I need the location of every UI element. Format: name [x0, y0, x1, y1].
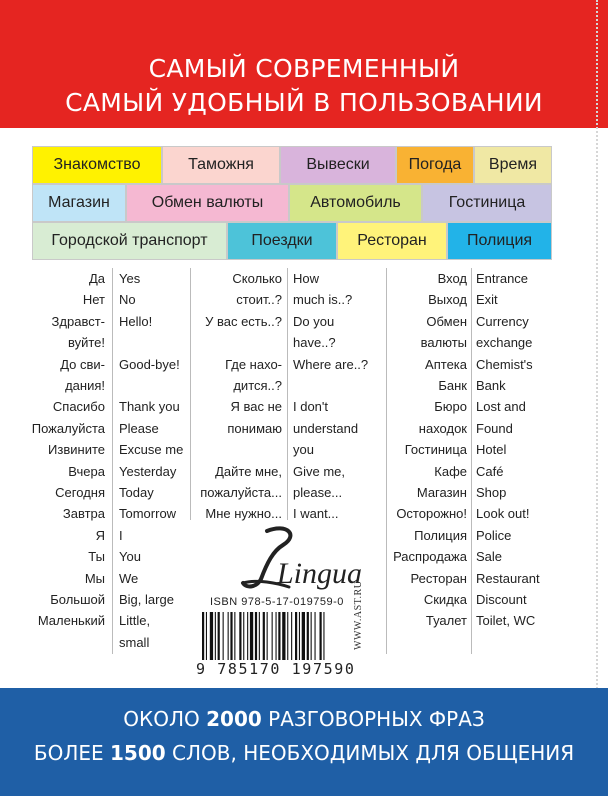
phrase-text: exchange — [476, 335, 533, 351]
phrase-text: Ресторан — [410, 570, 467, 586]
topic-tag: Полиция — [447, 222, 552, 260]
barcode-bar — [291, 612, 292, 660]
phrase-text: Где нахо- — [225, 356, 282, 372]
topic-tag: Ресторан — [337, 222, 447, 260]
phrase-text: Банк — [438, 378, 467, 393]
phrase-text: You — [119, 549, 141, 565]
phrase-text: дится..? — [233, 378, 282, 393]
phrase-text: Извините — [48, 442, 105, 458]
header-title-line1: САМЫЙ СОВРЕМЕННЫЙ — [148, 54, 460, 83]
header-band — [0, 0, 608, 128]
topic-row — [32, 222, 552, 260]
barcode-bar — [202, 612, 204, 660]
phrase-text: Гостиница — [404, 442, 467, 458]
phrase-text: Tomorrow — [119, 506, 177, 522]
barcode-bar — [323, 612, 324, 660]
phrase-text: Look out! — [476, 506, 530, 522]
phrase-text: Hotel — [476, 442, 507, 458]
barcode-bar — [223, 612, 224, 660]
phrase-text: Мне нужно... — [205, 506, 282, 522]
phrase-text: small — [119, 634, 150, 650]
isbn-text: ISBN 978-5-17-019759-0 — [210, 596, 344, 608]
barcode-bar — [295, 612, 297, 660]
barcode-bar — [282, 612, 285, 660]
topic-tag: Городской транспорт — [32, 222, 227, 260]
barcode-bar — [239, 612, 241, 660]
phrase-text: Нет — [82, 292, 105, 308]
column-divider — [287, 268, 288, 520]
phrase-text: Аптека — [425, 356, 467, 372]
phrase-text: Вход — [437, 271, 467, 286]
topic-row — [32, 184, 552, 222]
phrase-text: Yes — [119, 271, 141, 286]
phrase-text: Café — [476, 463, 504, 479]
phrase-text: Сегодня — [55, 485, 105, 500]
barcode-bar — [255, 612, 257, 660]
barcode-bar — [234, 612, 235, 660]
topic-tag: Гостиница — [422, 184, 552, 222]
phrase-text: Shop — [476, 485, 507, 500]
phrase-text: please... — [293, 485, 343, 500]
phrase-text: Restaurant — [476, 570, 540, 586]
phrase-text: Entrance — [476, 271, 529, 286]
phrase-text: Excuse me — [119, 442, 184, 458]
topic-tag: Автомобиль — [289, 184, 422, 222]
barcode-bar — [276, 612, 277, 660]
barcode-bar — [206, 612, 207, 660]
barcode-bar — [307, 612, 309, 660]
topic-tag: Таможня — [162, 146, 280, 184]
phrase-text: Big, large — [119, 592, 174, 607]
barcode-bar — [210, 612, 213, 660]
phrase-text: Exit — [476, 292, 498, 308]
topic-grid — [32, 146, 552, 260]
column-divider — [112, 268, 113, 654]
phrase-text: Sale — [476, 549, 503, 565]
phrase-text: Я вас не — [230, 399, 282, 415]
phrase-text: Вчера — [68, 463, 105, 479]
phrase-text: I don't — [293, 399, 329, 415]
column-divider — [190, 268, 191, 520]
topic-row — [32, 146, 552, 184]
phrase-text: Discount — [476, 592, 527, 607]
phrase-text: Большой — [50, 592, 105, 607]
topic-tag: Вывески — [280, 146, 396, 184]
phrase-text: Пожалуйста — [31, 420, 105, 436]
phrase-text: Chemist's — [476, 356, 533, 372]
phrase-text: Туалет — [425, 613, 467, 629]
phrase-text: Toilet, WC — [476, 613, 536, 629]
footer-band — [0, 688, 608, 796]
phrase-text: Спасибо — [52, 399, 105, 415]
phrase-text: Thank you — [119, 399, 180, 415]
phrase-text: пожалуйста... — [200, 485, 282, 500]
phrase-text: Здравст- — [51, 313, 105, 329]
barcode-bar — [250, 612, 253, 660]
topic-tag: Погода — [396, 146, 474, 184]
phrase-text: У вас есть..? — [205, 313, 282, 329]
phrase-text: understand — [293, 420, 359, 436]
barcode-bar — [215, 612, 216, 660]
topic-tag: Знакомство — [32, 146, 162, 184]
barcode-bar — [243, 612, 244, 660]
phrase-text: дания! — [65, 378, 105, 393]
column-divider — [386, 268, 387, 654]
barcode-bar — [259, 612, 260, 660]
topic-tag: Обмен валюты — [126, 184, 289, 222]
barcode-bar — [278, 612, 280, 660]
phrase-text: Маленький — [37, 613, 105, 629]
phrase-text: Обмен — [426, 313, 467, 329]
barcode-bar — [299, 612, 300, 660]
phrase-text: I want... — [293, 506, 339, 522]
barcode-bar — [218, 612, 220, 660]
phrase-text: you — [293, 442, 314, 458]
phrase-text: Завтра — [62, 506, 105, 522]
phrase-text: Today — [119, 485, 154, 500]
phrase-text: стоит..? — [236, 292, 282, 308]
phrase-text: валюты — [420, 335, 467, 351]
phrase-text: Полиция — [414, 527, 467, 543]
column-divider — [471, 268, 472, 654]
topic-tag: Поездки — [227, 222, 337, 260]
phrase-text: Распродажа — [393, 549, 467, 565]
phrase-text: Police — [476, 527, 512, 543]
phrase-text: Я — [95, 527, 105, 543]
barcode-bar — [315, 612, 316, 660]
barcode-bar — [247, 612, 248, 660]
phrase-text: Скидка — [423, 592, 467, 607]
barcode-bar — [302, 612, 305, 660]
phrase-text: Little, — [119, 613, 151, 629]
phrase-text: Бюро — [434, 399, 467, 415]
barcode-bar — [230, 612, 232, 660]
phrase-text: вуйте! — [67, 335, 105, 351]
header-title-line2: САМЫЙ УДОБНЫЙ В ПОЛЬЗОВАНИИ — [65, 88, 543, 117]
phrase-text: Мы — [84, 570, 105, 586]
barcode-bar — [272, 612, 273, 660]
publisher-url: WWW.AST.RU — [353, 580, 364, 650]
phrase-text: Кафе — [434, 463, 467, 479]
phrase-text: Give me, — [293, 463, 346, 479]
topic-tag: Время — [474, 146, 552, 184]
phrase-text: I — [119, 527, 123, 543]
phrase-text: Выход — [428, 292, 467, 308]
footer-line1: ОКОЛО 2000 РАЗГОВОРНЫХ ФРАЗ — [123, 707, 485, 731]
phrase-text: Да — [88, 271, 105, 286]
phrase-text: Осторожно! — [396, 506, 467, 522]
phrase-text: We — [119, 570, 139, 586]
phrase-text: находок — [418, 420, 467, 436]
phrase-text: much is..? — [293, 292, 353, 308]
topic-tag: Магазин — [32, 184, 126, 222]
phrase-text: have..? — [293, 335, 336, 351]
phrase-text: Магазин — [416, 485, 467, 500]
phrase-text: Where are..? — [293, 356, 369, 372]
phrase-text: No — [119, 292, 136, 308]
phrase-text: Yesterday — [119, 463, 177, 479]
barcode-bar — [263, 612, 265, 660]
barcode-bar — [311, 612, 312, 660]
phrase-text: Please — [119, 420, 159, 436]
barcode-bar — [287, 612, 288, 660]
phrase-text: Дайте мне, — [215, 463, 282, 479]
barcode — [200, 612, 360, 662]
phrase-text: Good-bye! — [119, 356, 180, 372]
phrase-text: Bank — [476, 378, 506, 393]
phrase-text: How — [293, 271, 320, 286]
phrase-text: Hello! — [119, 313, 153, 329]
barcode-bar — [228, 612, 229, 660]
phrase-text: Found — [476, 420, 513, 436]
logo-text: Lingua — [277, 557, 363, 590]
barcode-bar — [267, 612, 268, 660]
phrase-text: Сколько — [232, 271, 282, 286]
phrase-text: Lost and — [476, 399, 526, 415]
footer-line2: БОЛЕЕ 1500 СЛОВ, НЕОБХОДИМЫХ ДЛЯ ОБЩЕНИЯ — [33, 741, 575, 765]
phrase-text: Currency — [476, 313, 529, 329]
phrase-text: Ты — [88, 549, 105, 565]
phrase-text: Do you — [293, 313, 335, 329]
perforation-line — [596, 0, 598, 796]
barcode-bar — [320, 612, 322, 660]
phrase-text: До сви- — [60, 356, 105, 372]
barcode-number: 9 785170 197590 — [196, 660, 356, 678]
phrase-text: понимаю — [227, 420, 282, 436]
